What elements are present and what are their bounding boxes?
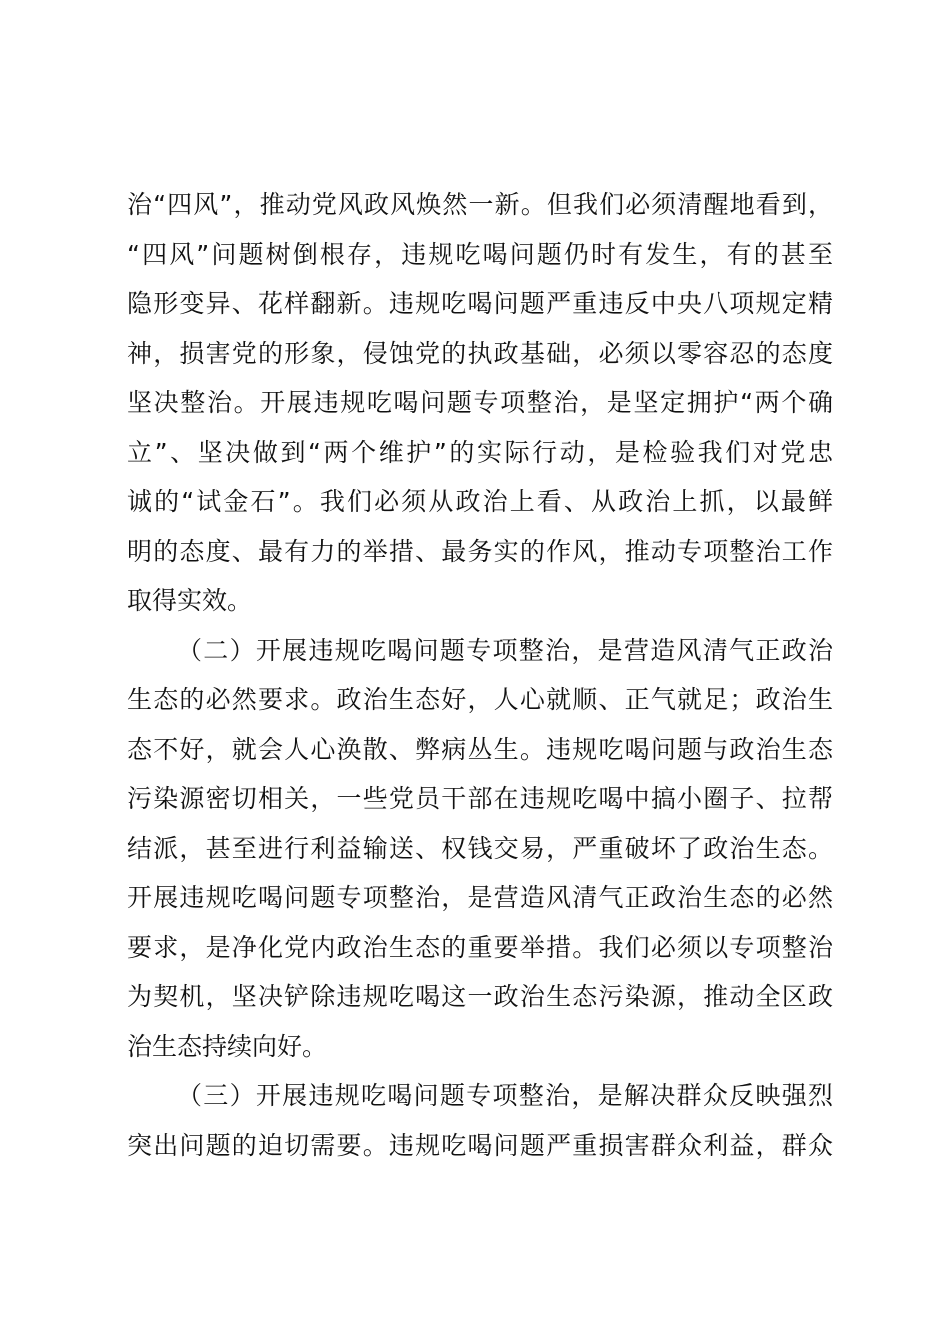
text-line: 结派，甚至进行利益输送、权钱交易，严重破坏了政治生态。 <box>127 833 833 863</box>
text-line: 明的态度、最有力的举措、最务实的作风，推动专项整治工作 <box>127 536 833 566</box>
text-line: 诚的“试金石”。我们必须从政治上看、从政治上抓，以最鲜 <box>127 487 833 516</box>
paragraph-1 <box>127 180 833 626</box>
text-line: 隐形变异、花样翻新。违规吃喝问题严重违反中央八项规定精 <box>127 289 833 318</box>
text-line: （二）开展违规吃喝问题专项整治，是营造风清气正政治 <box>177 635 833 665</box>
text-line: 污染源密切相关，一些党员干部在违规吃喝中搞小圈子、拉帮 <box>127 784 833 813</box>
text-line: 开展违规吃喝问题专项整治，是营造风清气正政治生态的必然 <box>127 883 833 912</box>
text-line: 取得实效。 <box>127 586 253 615</box>
paragraph-2 <box>127 626 833 1072</box>
document-body <box>127 180 833 1170</box>
text-line: 突出问题的迫切需要。违规吃喝问题严重损害群众利益，群众 <box>127 1130 833 1160</box>
paragraph-3 <box>127 1071 833 1170</box>
text-line: 为契机，坚决铲除违规吃喝这一政治生态污染源，推动全区政 <box>127 982 833 1011</box>
text-line: 态不好，就会人心涣散、弊病丛生。违规吃喝问题与政治生态 <box>127 734 833 764</box>
text-line: “四风”问题树倒根存，违规吃喝问题仍时有发生，有的甚至 <box>127 239 833 269</box>
text-line: 生态的必然要求。政治生态好，人心就顺、正气就足；政治生 <box>127 685 833 714</box>
text-line: 坚决整治。开展违规吃喝问题专项整治，是坚定拥护“两个确 <box>127 388 833 417</box>
text-line: 治生态持续向好。 <box>127 1031 328 1061</box>
text-line: 治“四风”，推动党风政风焕然一新。但我们必须清醒地看到， <box>127 190 833 219</box>
text-line: （三）开展违规吃喝问题专项整治，是解决群众反映强烈 <box>177 1081 833 1110</box>
text-line: 要求，是净化党内政治生态的重要举措。我们必须以专项整治 <box>127 932 833 962</box>
text-line: 立”、坚决做到“两个维护”的实际行动，是检验我们对党忠 <box>127 437 833 467</box>
text-line: 神，损害党的形象，侵蚀党的执政基础，必须以零容忍的态度 <box>127 338 833 368</box>
